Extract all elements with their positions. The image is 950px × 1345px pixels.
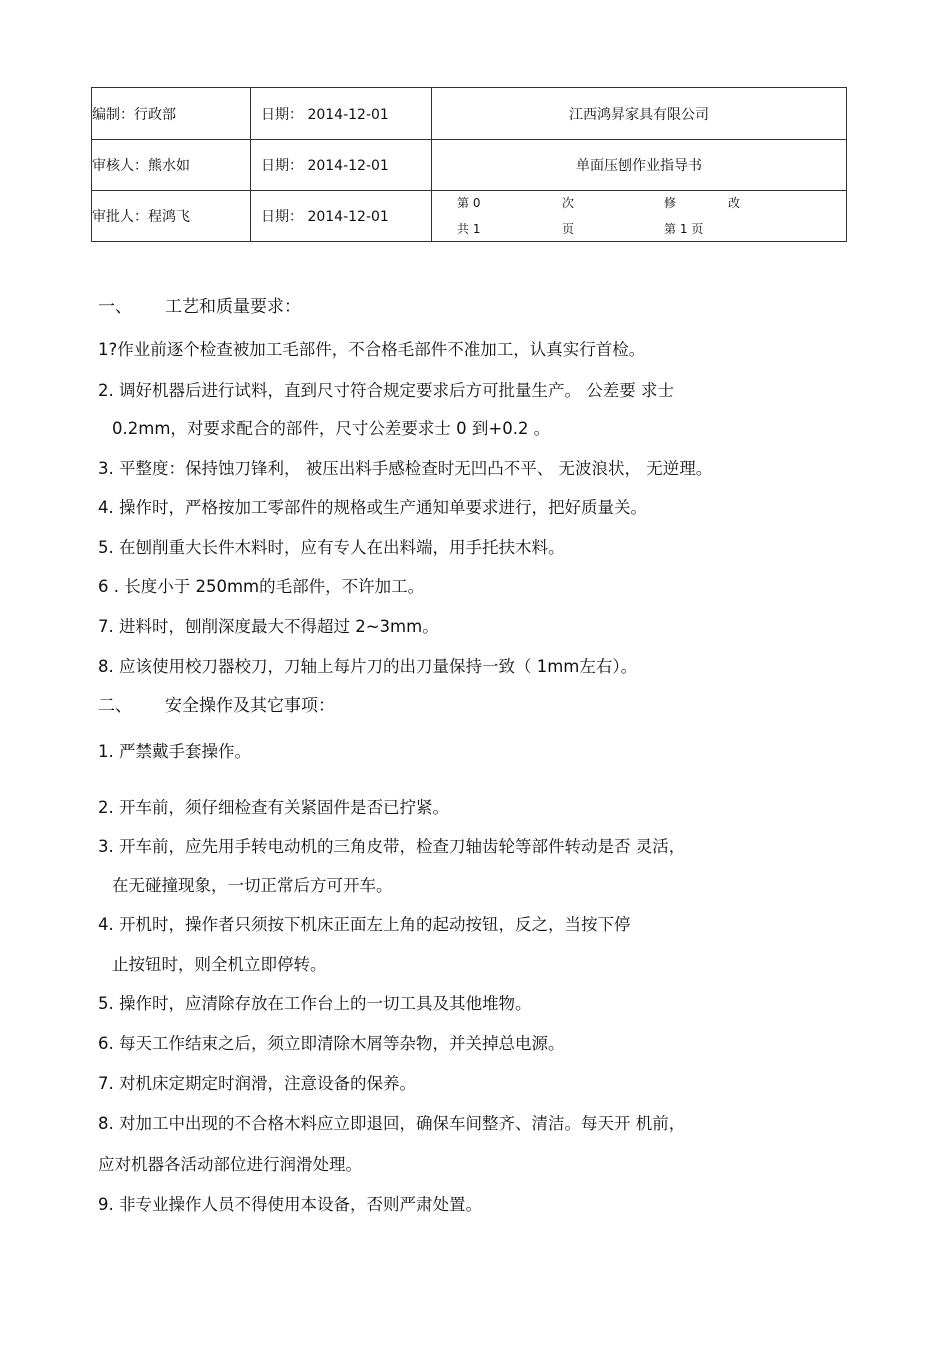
section-one-title: 工艺和质量要求： bbox=[165, 297, 301, 317]
approver-cell bbox=[92, 191, 251, 242]
s1-item-3: 3. 平整度：保持蚀刀锋利， 被压出料手感检查时无凹凸不平、 无波浪状， 无逆理。 bbox=[98, 459, 713, 478]
document-title: 单面压刨作业指导书 bbox=[432, 140, 847, 191]
s2-item-3: 3. 开车前，应先用手转电动机的三角皮带，检查刀轴齿轮等部件转动是否 灵活， bbox=[98, 837, 686, 856]
pages-unit-label: 页 bbox=[562, 222, 575, 236]
s1-item-6: 6 . 长度小于 250mm的毛部件，不许加工。 bbox=[98, 577, 425, 596]
s1-item-1: 1?作业前逐个检查被加工毛部件，不合格毛部件不准加工，认真实行首检。 bbox=[98, 340, 646, 359]
revision-no-label: 第 0 bbox=[457, 196, 481, 210]
s1-item-5: 5. 在刨削重大长件木料时，应有专人在出料端，用手托扶木料。 bbox=[98, 538, 565, 557]
s2-item-8: 8. 对加工中出现的不合格木料应立即退回，确保车间整齐、清洁。每天开 机前， bbox=[98, 1114, 686, 1133]
section-two-title: 安全操作及其它事项： bbox=[165, 696, 335, 716]
review-date-cell bbox=[251, 140, 432, 191]
s1-item-8: 8. 应该使用校刀器校刀，刀轴上每片刀的出刀量保持一致（ 1mm左右）。 bbox=[98, 657, 638, 676]
revision-xiu-label: 修 bbox=[664, 196, 677, 210]
s1-item-4: 4. 操作时，严格按加工零部件的规格或生产通知单要求进行，把好质量关。 bbox=[98, 498, 647, 517]
approver-label: 审批人：程鸿飞 bbox=[92, 209, 190, 225]
revision-ci-label: 次 bbox=[562, 196, 575, 210]
approve-date-cell bbox=[251, 191, 432, 242]
s2-item-2: 2. 开车前，须仔细检查有关紧固件是否已拧紧。 bbox=[98, 798, 449, 817]
compile-date-cell bbox=[251, 88, 432, 140]
section-one-number: 一、 bbox=[98, 297, 132, 317]
reviewer-cell bbox=[92, 140, 251, 191]
s2-item-4: 4. 开机时，操作者只须按下机床正面左上角的起动按钮，反之，当按下停 bbox=[98, 915, 631, 934]
company-name: 江西鸿昇家具有限公司 bbox=[432, 88, 847, 140]
page-number-label: 第 1 页 bbox=[664, 222, 704, 236]
revision-gai-label: 改 bbox=[728, 196, 741, 210]
s2-item-7: 7. 对机床定期定时润滑，注意设备的保养。 bbox=[98, 1074, 416, 1093]
header-table bbox=[91, 87, 847, 242]
reviewer-label: 审核人：熊水如 bbox=[92, 158, 190, 174]
s1-item-2-cont: 0.2mm，对要求配合的部件，尺寸公差要求士 0 到+0.2 。 bbox=[112, 419, 551, 438]
compiler-label: 编制：行政部 bbox=[92, 106, 176, 123]
s2-item-1: 1. 严禁戴手套操作。 bbox=[98, 742, 251, 761]
total-pages-label: 共 1 bbox=[457, 222, 481, 236]
review-date: 日期： 2014-12-01 bbox=[261, 158, 389, 174]
section-two-number: 二、 bbox=[98, 696, 132, 716]
s1-item-7: 7. 进料时，刨削深度最大不得超过 2~3mm。 bbox=[98, 617, 439, 636]
s2-item-4-cont: 止按钮时，则全机立即停转。 bbox=[112, 955, 327, 974]
s2-item-9: 9. 非专业操作人员不得使用本设备，否则严肃处置。 bbox=[98, 1195, 482, 1214]
s2-item-6: 6. 每天工作结束之后，须立即清除木屑等杂物，并关掉总电源。 bbox=[98, 1034, 565, 1053]
s2-item-5: 5. 操作时，应清除存放在工作台上的一切工具及其他堆物。 bbox=[98, 994, 532, 1013]
s2-item-8-cont: 应对机器各活动部位进行润滑处理。 bbox=[98, 1155, 362, 1174]
revision-cell bbox=[432, 191, 847, 242]
compiler-cell bbox=[92, 88, 251, 140]
s1-item-2: 2. 调好机器后进行试料，直到尺寸符合规定要求后方可批量生产。 公差要 求士 bbox=[98, 381, 674, 400]
compile-date: 日期： 2014-12-01 bbox=[261, 106, 389, 123]
approve-date: 日期： 2014-12-01 bbox=[261, 209, 389, 225]
s2-item-3-cont: 在无碰撞现象，一切正常后方可开车。 bbox=[112, 876, 393, 895]
